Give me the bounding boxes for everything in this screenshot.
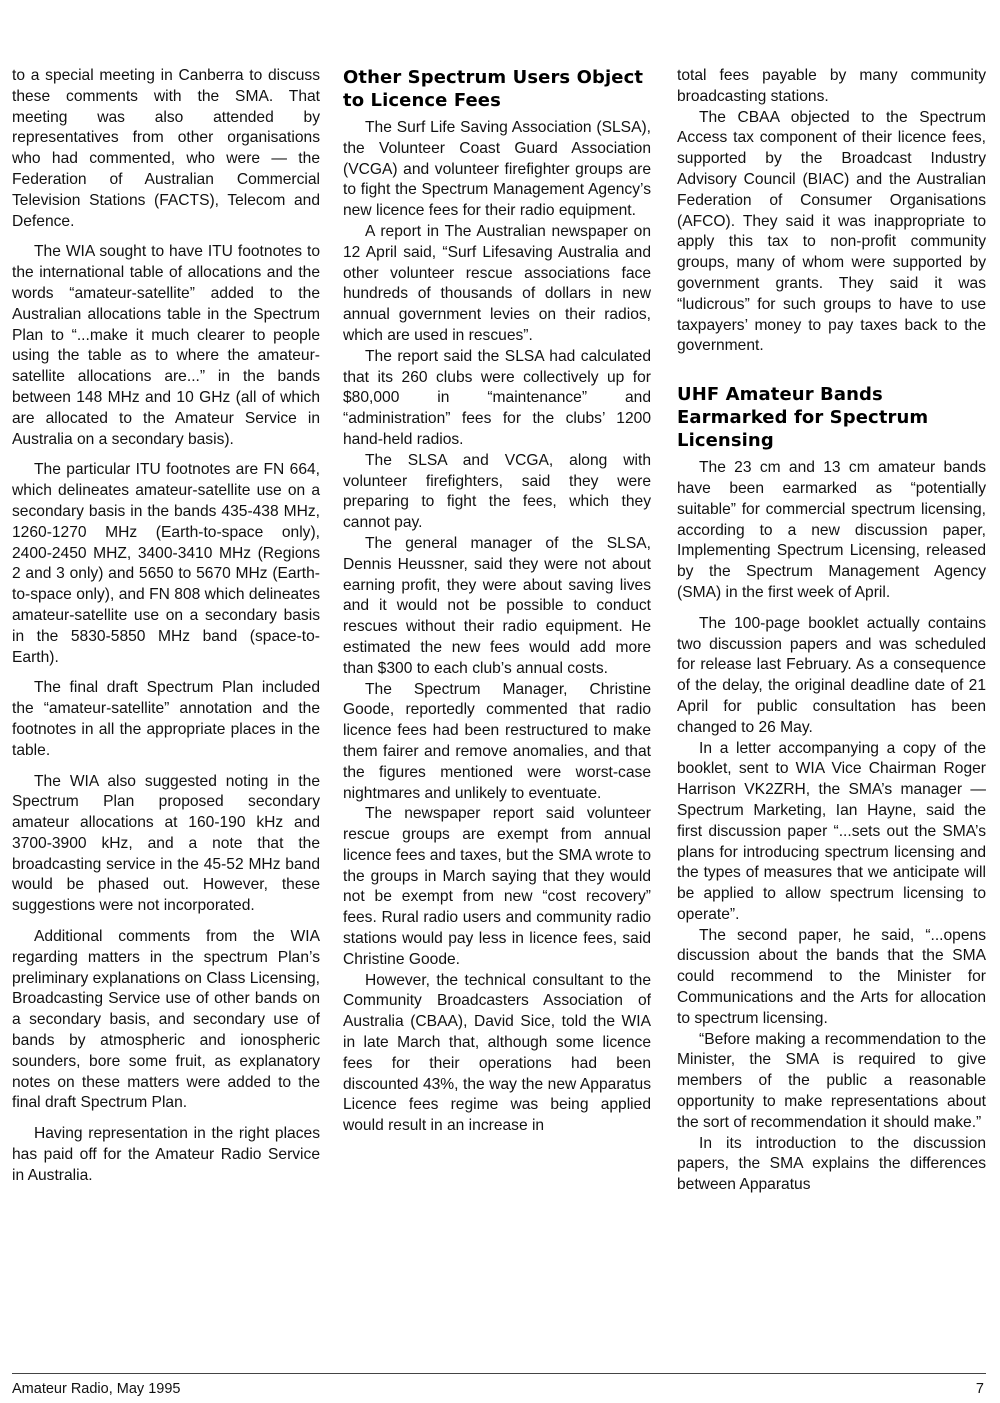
paragraph: A report in The Australian newspaper on 12 April said, “Surf Lifesaving Australia and other volunteer rescue associations face hundreds of thousands of dollars in new annual government levies on their radios, which are used in rescues”. [343,222,651,344]
article-heading: UHF Amateur Bands Earmarked for Spectrum Licensing [677,384,929,452]
paragraph: total fees payable by many community broadcasting stations. [677,67,986,105]
paragraph: In a letter accompanying a copy of the booklet, sent to WIA Vice Chairman Roger Harrison VK2ZRH, the SMA’s manager — Spectrum Marketing, Ian Hayne, said the first discussion paper “...sets out the SMA’s plans for introducing spectrum licensing and the types of measures that we anticipate will be applied to allow spectrum licensing to operate”. [677,739,986,923]
paragraph: In its introduction to the discussion papers, the SMA explains the differences between Apparatus [677,1134,986,1194]
paragraph: The final draft Spectrum Plan included the “amateur-satellite” annotation and the footnotes in all the appropriate places in the table. [12,679,320,759]
paragraph: The report said the SLSA had calculated that its 260 clubs were collectively up for $80,000 in “maintenance” and “administration” fees for the clubs’ 1200 hand-held radios. [343,347,651,448]
paragraph: Having representation in the right places has paid off for the Amateur Radio Service in Australia. [12,1125,320,1184]
paragraph: The second paper, he said, “...opens discussion about the bands that the SMA could recommend to the Minister for Communications and the Arts for allocation to spectrum licensing. [677,926,986,1027]
paragraph: The Surf Life Saving Association (SLSA), the Volunteer Coast Guard Association (VCGA) and volunteer firefighter groups are to fight the Spectrum Management Agency’s new licence fees for their radio equipment. [343,119,651,220]
column-2 [343,66,651,1137]
paragraph: The 23 cm and 13 cm amateur bands have been earmarked as “potentially suitable” for commercial spectrum licensing, according to a new discussion paper, Implementing Spectrum Licensing, released by the Spectrum Management Agency (SMA) in the first week of April. [677,459,986,601]
paragraph: to a special meeting in Canberra to discuss these comments with the SMA. That meeting was also attended by representatives from other organisations who had commented, who were — the Federation of Australian Commercial Television Stations (FACTS), Telecom and Defence. [12,67,320,230]
paragraph: The SLSA and VCGA, along with volunteer firefighters, said they were preparing to fight the fees, which they cannot pay. [343,451,651,532]
article-heading: Other Spectrum Users Object to Licence Fees [343,67,644,111]
paragraph: However, the technical consultant to the Community Broadcasters Association of Australia (CBAA), David Sice, told the WIA in late March that, although some licence fees for their operations had been discounted 43%, the way the new Apparatus Licence fees regime was being applied would result in an increase in [343,971,651,1135]
paragraph: The CBAA objected to the Spectrum Access tax component of their licence fees, supported by the Broadcast Industry Advisory Council (BIAC) and the Australian Federation of Consumer Organisations (AFCO). They said it was inappropriate to apply this tax to non-profit community groups, many of whom were supported by government grants. They said it was “ludicrous” for such groups to have to use taxpayers’ money to pay taxes back to the government. [677,108,986,355]
column-3 [677,66,986,1196]
paragraph: The particular ITU footnotes are FN 664, which delineates amateur-satellite use on a secondary basis in the bands 435-438 MHz, 1260-1270 MHz (Earth-to-space only), 2400-2450 MHZ, 3400-3410 MHz (Regions 2 and 3 only) and 5650 to 5670 MHz (Earth-to-space only), and FN 808 which delineates amateur-satellite use on a secondary basis in the 5830-5850 MHz band (space-to-Earth). [12,461,320,666]
paragraph: The WIA also suggested noting in the Spectrum Plan proposed secondary amateur allocations at 160-190 kHz and 3700-3900 kHz, and a note that the broadcasting service in the 45-52 MHz band would be phased out. However, these suggestions were not incorporated. [12,772,320,915]
column-1 [12,66,320,1197]
footer-divider [12,1373,986,1374]
page-number: 7 [975,1381,984,1397]
paragraph: The 100-page booklet actually contains two discussion papers and was scheduled for release last February. As a consequence of the delay, the original deadline date of 21 April for public consultation has been changed to 26 May. [677,614,986,736]
paragraph: The Spectrum Manager, Christine Goode, reportedly commented that radio licence fees had been restructured to make them fairer and remove anomalies, and that the figures mentioned were worst-case nightmares and unlikely to eventuate. [343,680,651,802]
footer-publication: Amateur Radio, May 1995 [12,1381,181,1397]
paragraph: The general manager of the SLSA, Dennis Heussner, said they were not about earning profit, they were about saving lives and it would not be possible to conduct rescues without their radio equipment. He estimated the new fees would add more than $300 to each club’s annual costs. [343,534,651,677]
paragraph: “Before making a recommendation to the Minister, the SMA is required to give members of the public a reasonable opportunity to make representations about the sort of recommendation it should make.” [677,1030,986,1131]
paragraph: The WIA sought to have ITU footnotes to the international table of allocations and the words “amateur-satellite” added to the Australian allocations table in the Spectrum Plan to “...make it much clearer to people using the table as to where the amateur-satellite allocations are...” in the bands between 148 MHz and 10 GHz (all of which are allocated to the Amateur Service in Australia on a secondary basis). [12,243,320,448]
paragraph: Additional comments from the WIA regarding matters in the spectrum Plan’s preliminary explanations on Class Licensing, Broadcasting Service use of other bands on a secondary basis, and secondary use of bands by atmospheric and ionospheric sounders, bore some fruit, as explanatory notes on these matters were added to the final draft Spectrum Plan. [12,928,320,1112]
paragraph: The newspaper report said volunteer rescue groups are exempt from annual licence fees and taxes, but the SMA wrote to the groups in March saying that they would not be exempt from new “cost recovery” fees. Rural radio users and community radio stations would pay less in licence fees, said Christine Goode. [343,805,651,968]
